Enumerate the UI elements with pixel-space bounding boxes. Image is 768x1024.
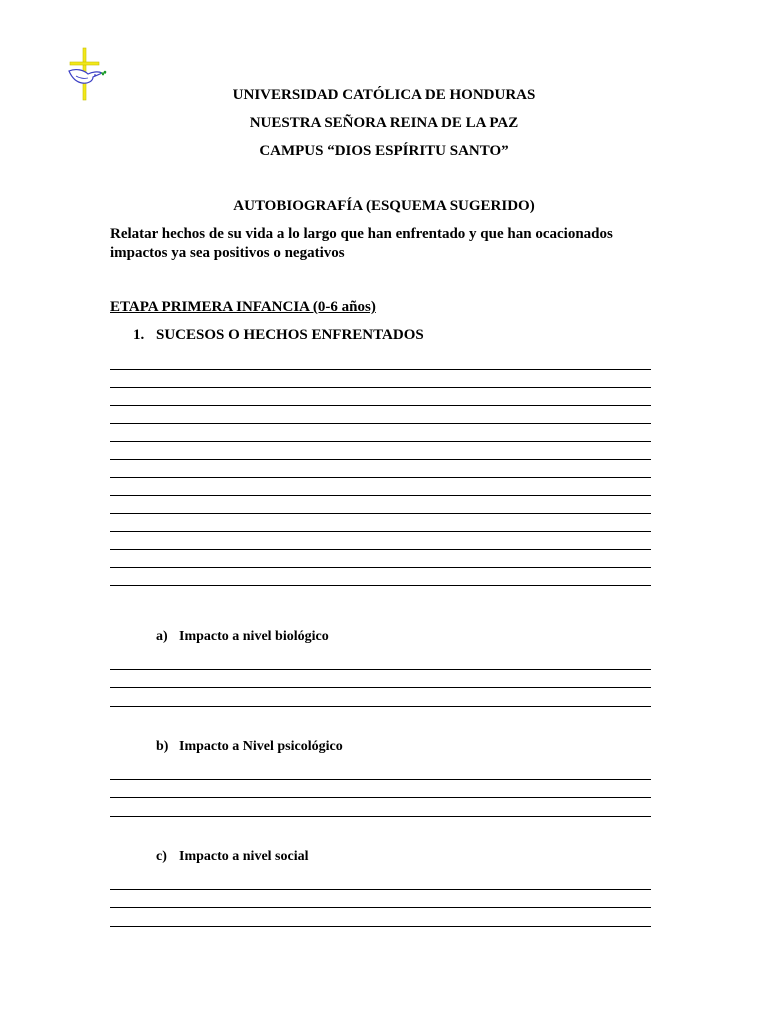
answer-line[interactable] (110, 423, 651, 424)
answer-line[interactable] (110, 585, 651, 586)
stage-heading: ETAPA PRIMERA INFANCIA (0-6 años) (110, 299, 376, 315)
subitem-letter: c) (156, 849, 167, 864)
subitem-label: Impacto a nivel social (179, 849, 309, 864)
subitem-biological (156, 628, 329, 646)
answer-line[interactable] (110, 669, 651, 670)
subitem-label: Impacto a Nivel psicológico (179, 739, 343, 754)
answer-line[interactable] (110, 405, 651, 406)
answer-line[interactable] (110, 441, 651, 442)
answer-line[interactable] (110, 926, 651, 927)
item-label: SUCESOS O HECHOS ENFRENTADOS (156, 327, 424, 343)
answer-line[interactable] (110, 779, 651, 780)
answer-line[interactable] (110, 387, 651, 388)
answer-line[interactable] (110, 816, 651, 817)
answer-line[interactable] (110, 531, 651, 532)
answer-line[interactable] (110, 369, 651, 370)
subitem-letter: b) (156, 739, 169, 754)
item-number: 1. (133, 327, 145, 343)
campus-name: CAMPUS “DIOS ESPÍRITU SANTO” (259, 143, 509, 159)
answer-line[interactable] (110, 495, 651, 496)
answer-line[interactable] (110, 513, 651, 514)
subitem-letter: a) (156, 629, 168, 644)
answer-line[interactable] (110, 567, 651, 568)
numbered-item (133, 326, 424, 344)
instructions-paragraph: Relatar hechos de su vida a lo largo que han enfrentado y que han ocacionados impactos ya sea positivos o negativos (110, 226, 613, 261)
institution-subtitle: NUESTRA SEÑORA REINA DE LA PAZ (249, 115, 519, 131)
subitem-psychological (156, 738, 343, 756)
answer-line[interactable] (110, 797, 651, 798)
answer-line[interactable] (110, 889, 651, 890)
university-name: UNIVERSIDAD CATÓLICA DE HONDURAS (232, 87, 536, 103)
answer-line[interactable] (110, 706, 651, 707)
subitem-label: Impacto a nivel biológico (179, 629, 329, 644)
answer-line[interactable] (110, 549, 651, 550)
answer-line[interactable] (110, 477, 651, 478)
document-title: AUTOBIOGRAFÍA (ESQUEMA SUGERIDO) (233, 198, 535, 214)
answer-line[interactable] (110, 459, 651, 460)
answer-line[interactable] (110, 687, 651, 688)
answer-line[interactable] (110, 907, 651, 908)
subitem-social (156, 848, 309, 866)
